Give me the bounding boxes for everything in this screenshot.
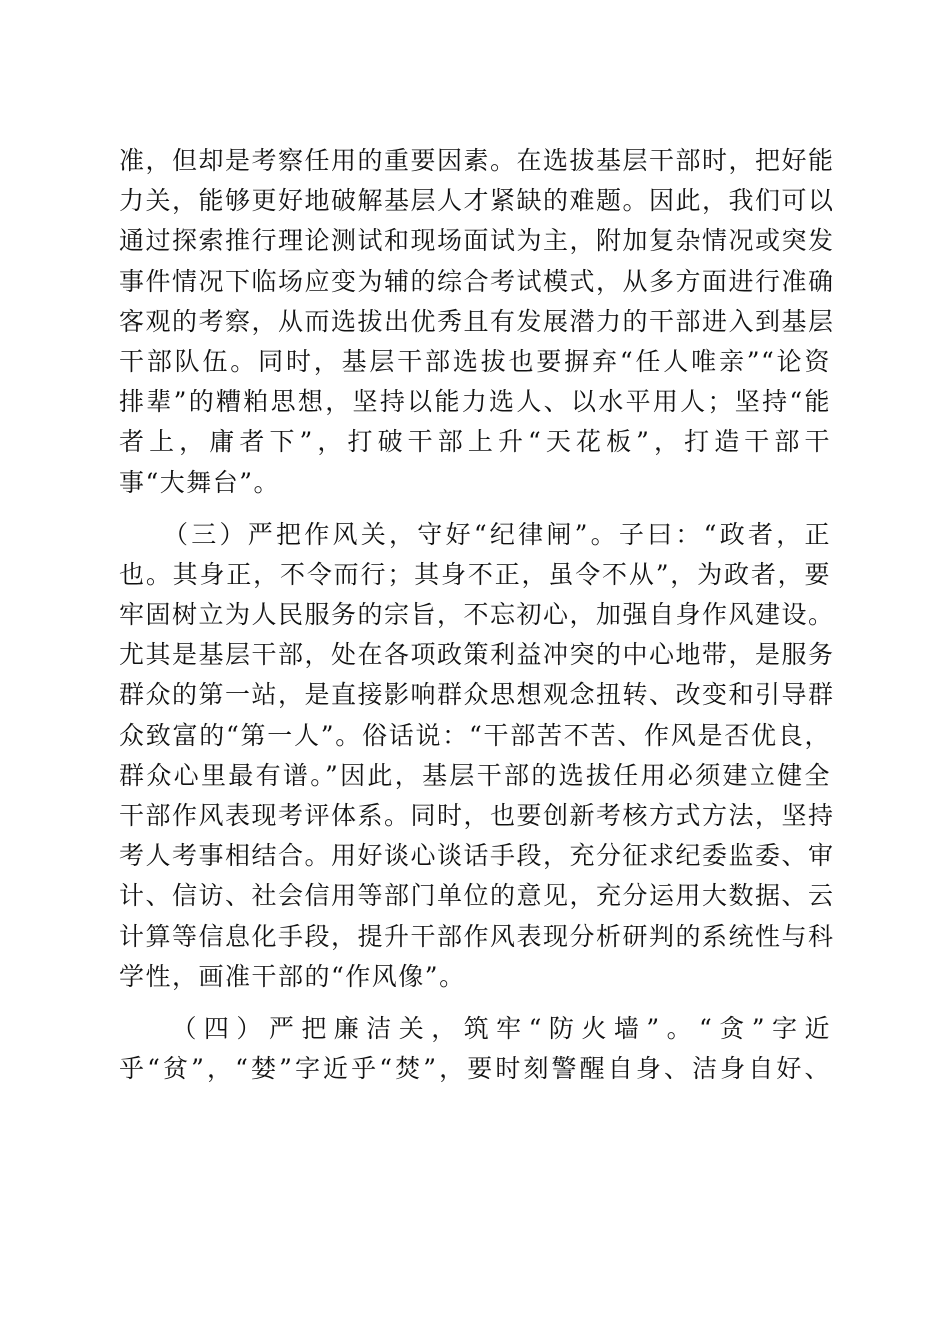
- paragraph-line: 准，但却是考察任用的重要因素。在选拔基层干部时，把好能: [119, 146, 835, 175]
- paragraph-line: 众致富的“第一人”。俗话说：“干部苦不苦、作风是否优良，: [119, 720, 831, 750]
- paragraph-line: 事件情况下临场应变为辅的综合考试模式，从多方面进行准确: [119, 266, 835, 296]
- paragraph-line: 乎“贫”，“婪”字近乎“焚”，要时刻警醒自身、洁身自好、: [119, 1054, 831, 1084]
- paragraph-line: 客观的考察，从而选拔出优秀且有发展潜力的干部进入到基层: [119, 306, 835, 336]
- paragraph-line: （四）严把廉洁关，筑牢“防火墙”。“贪”字近: [119, 1013, 831, 1043]
- paragraph-line: 力关，能够更好地破解基层人才紧缺的难题。因此，我们可以: [119, 186, 835, 216]
- paragraph-line: 计算等信息化手段，提升干部作风表现分析研判的系统性与科: [119, 921, 835, 951]
- paragraph-line: 干部作风表现考评体系。同时，也要创新考核方式方法，坚持: [119, 801, 835, 830]
- paragraph-line: 学性，画准干部的“作风像”。: [119, 961, 466, 991]
- paragraph-line: 尤其是基层干部，处在各项政策利益冲突的中心地带，是服务: [119, 640, 835, 670]
- paragraph-line: 通过探索推行理论测试和现场面试为主，附加复杂情况或突发: [119, 226, 835, 256]
- paragraph-line: 排辈”的糟粕思想，坚持以能力选人、以水平用人；坚持“能: [119, 387, 831, 417]
- paragraph-line: 也。其身正，不令而行；其身不正，虽令不从”，为政者，要: [119, 559, 831, 589]
- paragraph-line: 群众心里最有谱。”因此，基层干部的选拔任用必须建立健全: [119, 760, 831, 790]
- paragraph-gap: [119, 503, 831, 515]
- paragraph-line: 事“大舞台”。: [119, 467, 281, 497]
- paragraph-line: 牢固树立为人民服务的宗旨，不忘初心，加强自身作风建设。: [119, 600, 835, 630]
- paragraph-line: （三）严把作风关，守好“纪律闸”。子曰：“政者，正: [119, 519, 831, 549]
- paragraph-line: 考人考事相结合。用好谈心谈话手段，充分征求纪委监委、审: [119, 841, 835, 871]
- paragraph-line: 计、信访、社会信用等部门单位的意见，充分运用大数据、云: [119, 881, 835, 911]
- paragraph-1: [119, 141, 835, 503]
- document-body: [119, 141, 835, 1089]
- paragraph-gap: [119, 997, 831, 1009]
- paragraph-3: [119, 1009, 831, 1089]
- paragraph-line: 干部队伍。同时，基层干部选拔也要摒弃“任人唯亲”“论资: [119, 346, 831, 376]
- paragraph-2: [119, 515, 835, 997]
- paragraph-line: 者上，庸者下”，打破干部上升“天花板”，打造干部干: [119, 427, 831, 457]
- paragraph-line: 群众的第一站，是直接影响群众思想观念扭转、改变和引导群: [119, 680, 835, 710]
